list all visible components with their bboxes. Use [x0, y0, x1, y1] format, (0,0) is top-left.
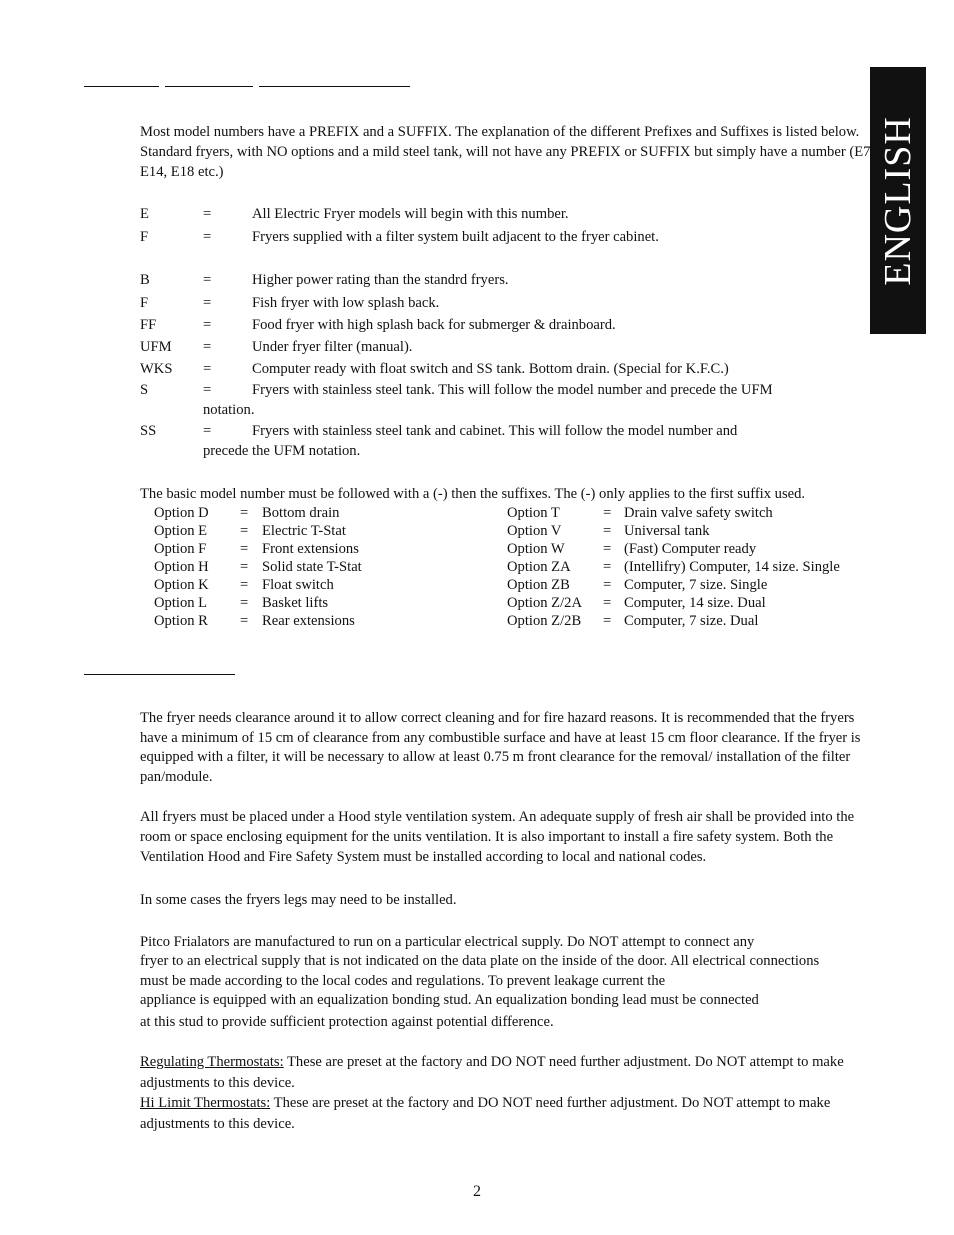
option-name: Option ZB	[507, 577, 570, 593]
prefix-code: E	[140, 206, 149, 222]
equals-sign: =	[240, 541, 249, 557]
equals-sign: =	[240, 523, 249, 539]
option-description: (Intellifry) Computer, 14 size. Single	[624, 559, 840, 575]
legs-paragraph: In some cases the fryers legs may need to be installed.	[140, 892, 457, 908]
prefix-description: All Electric Fryer models will begin with this number.	[252, 206, 569, 222]
suffix-row	[140, 359, 870, 380]
suffix-code: B	[140, 272, 150, 288]
electrical-line: at this stud to provide sufficient protection against potential difference.	[140, 1013, 554, 1030]
regulating-thermostats-label: Regulating Thermostats:	[140, 1054, 284, 1070]
option-description: Drain valve safety switch	[624, 505, 773, 521]
clearance-paragraph: The fryer needs clearance around it to allow correct cleaning and for fire hazard reasons. It is recommended that the fryers have a minimum of 15 cm of clearance from any combustible surface and have at least 15 cm floor clearance. If the fryer is equipped with a filter, it will be necessary to allow at least 0.75 m front clearance for the removal/ installation of the filter pan/module.	[140, 710, 861, 785]
equals-sign: =	[603, 505, 612, 521]
option-name: Option Z/2A	[507, 595, 582, 611]
equals-sign: =	[203, 317, 212, 333]
suffix-code: SS	[140, 423, 157, 439]
equals-sign: =	[240, 559, 249, 575]
equals-sign: =	[203, 272, 212, 288]
option-description: Float switch	[262, 577, 334, 593]
option-description: Computer, 7 size. Dual	[624, 613, 759, 629]
electrical-line: appliance is equipped with an equalization bonding stud. An equalization bonding lead must be connected	[140, 992, 759, 1009]
suffix-row	[140, 293, 870, 315]
hi-limit-thermostats-text: These are preset at the factory and DO NOT need further adjustment. Do NOT attempt to make adjustments to this device.	[140, 1095, 831, 1132]
electrical-line: fryer to an electrical supply that is not indicated on the data plate on the inside of the door. All electrical connections	[140, 953, 820, 970]
option-name: Option Z/2B	[507, 613, 582, 629]
option-name: Option L	[154, 595, 208, 611]
suffix-description-continued: precede the UFM notation.	[203, 443, 361, 459]
option-name: Option H	[154, 559, 209, 575]
prefix-description: Fryers supplied with a filter system built adjacent to the fryer cabinet.	[252, 229, 659, 245]
suffix-row	[140, 380, 870, 421]
electrical-line: Pitco Frialators are manufactured to run on a particular electrical supply. Do NOT attempt to connect any	[140, 934, 755, 950]
equals-sign: =	[240, 613, 249, 629]
prefix-row	[140, 204, 870, 227]
suffix-list	[140, 270, 870, 461]
heading-rule-2	[165, 86, 253, 87]
electrical-line: must be made according to the local codes and regulations. To prevent leakage current the	[140, 972, 666, 989]
suffix-code: FF	[140, 317, 157, 333]
regulating-thermostats-paragraph	[140, 1052, 875, 1094]
suffix-description: Fryers with stainless steel tank. This will follow the model number and precede the UFM	[252, 382, 773, 398]
option-name: Option V	[507, 523, 562, 539]
suffix-row	[140, 337, 870, 359]
heading-rule-3	[259, 86, 410, 87]
equals-sign: =	[203, 382, 212, 398]
option-name: Option R	[154, 613, 208, 629]
option-description: Rear extensions	[262, 613, 355, 629]
suffix-description: Fryers with stainless steel tank and cabinet. This will follow the model number and	[252, 423, 738, 439]
prefix-row	[140, 227, 870, 248]
equals-sign: =	[603, 559, 612, 575]
option-description: Electric T-Stat	[262, 523, 346, 539]
equals-sign: =	[603, 577, 612, 593]
suffix-row	[140, 270, 870, 293]
suffix-description-continued: notation.	[203, 402, 255, 418]
equals-sign: =	[603, 613, 612, 629]
suffix-code: F	[140, 295, 149, 311]
suffix-description: Higher power rating than the standrd fryers.	[252, 272, 509, 288]
language-tab-label: ENGLISH	[877, 115, 920, 286]
option-name: Option E	[154, 523, 208, 539]
suffix-description: Food fryer with high splash back for submerger & drainboard.	[252, 317, 616, 333]
hi-limit-thermostats-label: Hi Limit Thermostats:	[140, 1095, 271, 1111]
options-intro: The basic model number must be followed with a (-) then the suffixes. The (-) only applies to the first suffix used.	[140, 486, 806, 502]
option-description: (Fast) Computer ready	[624, 541, 757, 557]
option-description: Solid state T-Stat	[262, 559, 362, 575]
electrical-paragraph	[140, 933, 880, 1032]
option-description: Universal tank	[624, 523, 710, 539]
prefix-list	[140, 204, 870, 248]
suffix-row	[140, 315, 870, 337]
option-description: Computer, 14 size. Dual	[624, 595, 766, 611]
suffix-description: Under fryer filter (manual).	[252, 339, 413, 355]
option-description: Front extensions	[262, 541, 359, 557]
language-tab	[870, 67, 926, 334]
option-description: Computer, 7 size. Single	[624, 577, 768, 593]
equals-sign: =	[203, 339, 212, 355]
equals-sign: =	[603, 541, 612, 557]
equals-sign: =	[603, 595, 612, 611]
hi-limit-thermostats-paragraph	[140, 1093, 875, 1135]
prefix-code: F	[140, 229, 149, 245]
equals-sign: =	[240, 595, 249, 611]
suffix-code: WKS	[140, 361, 173, 377]
suffix-row	[140, 421, 870, 461]
option-description: Bottom drain	[262, 505, 340, 521]
option-name: Option ZA	[507, 559, 571, 575]
option-name: Option T	[507, 505, 560, 521]
equals-sign: =	[203, 295, 212, 311]
equals-sign: =	[203, 361, 212, 377]
option-description: Basket lifts	[262, 595, 329, 611]
option-name: Option F	[154, 541, 207, 557]
heading-rule-1	[84, 86, 159, 87]
equals-sign: =	[240, 505, 249, 521]
suffix-description: Computer ready with float switch and SS tank. Bottom drain. (Special for K.F.C.)	[252, 361, 729, 377]
heading-rule-4	[84, 674, 235, 675]
equals-sign: =	[240, 577, 249, 593]
option-name: Option D	[154, 505, 209, 521]
option-name: Option W	[507, 541, 565, 557]
option-name: Option K	[154, 577, 209, 593]
suffix-code: UFM	[140, 339, 172, 355]
suffix-code: S	[140, 382, 149, 398]
equals-sign: =	[603, 523, 612, 539]
regulating-thermostats-text: These are preset at the factory and DO NOT need further adjustment. Do NOT attempt to make adjustments to this device.	[140, 1054, 844, 1091]
equals-sign: =	[203, 229, 212, 245]
equals-sign: =	[203, 206, 212, 222]
intro-paragraph: Most model numbers have a PREFIX and a SUFFIX. The explanation of the different Prefixes and Suffixes is listed below. Standard fryers, with NO options and a mild steel tank, will not have any PREFIX or SUFFIX but simply have a number (E7, E14, E18 etc.)	[140, 124, 875, 180]
page-number: 2	[473, 1183, 481, 1200]
ventilation-paragraph: All fryers must be placed under a Hood style ventilation system. An adequate supply of fresh air shall be provided into the room or space enclosing equipment for the units ventilation. It is also important to install a fire safety system. Both the Ventilation Hood and Fire Safety System must be installed according to local and national codes.	[140, 809, 855, 865]
suffix-description: Fish fryer with low splash back.	[252, 295, 440, 311]
equals-sign: =	[203, 423, 212, 439]
